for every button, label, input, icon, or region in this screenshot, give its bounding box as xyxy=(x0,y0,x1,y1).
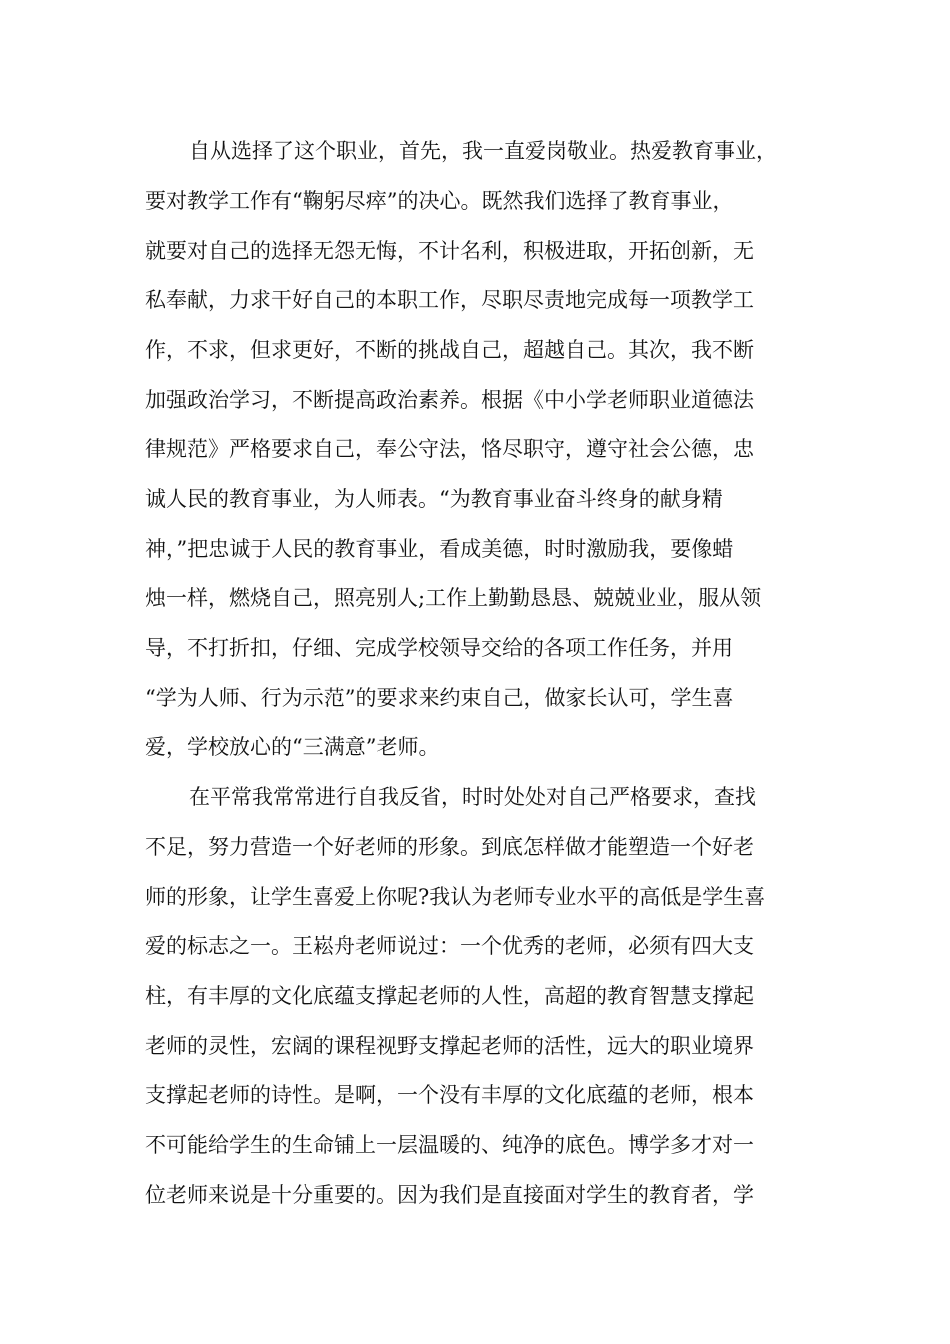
paragraph-line: 作，不求，但求更好，不断的挑战自己，超越自己。其次，我不断 xyxy=(145,338,754,362)
paragraph-line: 位老师来说是十分重要的。因为我们是直接面对学生的教育者，学 xyxy=(145,1183,754,1207)
paragraph-line: 诚人民的教育事业，为人师表。“为教育事业奋斗终身的献身精 xyxy=(145,487,723,511)
paragraph-line: 神，”把忠诚于人民的教育事业，看成美德，时时激励我，要像蜡 xyxy=(145,537,734,561)
paragraph-line: 支撑起老师的诗性。是啊，一个没有丰厚的文化底蕴的老师，根本 xyxy=(145,1083,754,1107)
paragraph-line: 师的形象，让学生喜爱上你呢?我认为老师专业水平的高低是学生喜 xyxy=(145,885,766,909)
paragraph-line: 爱的标志之一。王崧舟老师说过：一个优秀的老师，必须有四大支 xyxy=(145,934,754,958)
paragraph-line: “学为人师、行为示范”的要求来约束自己，做家长认可，学生喜 xyxy=(145,686,734,710)
paragraph-line: 不足，努力营造一个好老师的形象。到底怎样做才能塑造一个好老 xyxy=(145,835,754,859)
paragraph-line: 柱，有丰厚的文化底蕴支撑起老师的人性，高超的教育智慧支撑起 xyxy=(145,984,754,1008)
paragraph-line: 要对教学工作有“鞠躬尽瘁”的决心。既然我们选择了教育事业， xyxy=(145,189,734,213)
paragraph-line: 老师的灵性，宏阔的课程视野支撑起老师的活性，远大的职业境界 xyxy=(145,1034,754,1058)
paragraph-line: 就要对自己的选择无怨无悔，不计名利，积极进取，开拓创新，无 xyxy=(145,239,754,263)
paragraph-line: 自从选择了这个职业，首先，我一直爱岗敬业。热爱教育事业， xyxy=(189,139,777,163)
paragraph-line: 爱，学校放心的“三满意”老师。 xyxy=(145,735,440,759)
paragraph-line: 私奉献，力求干好自己的本职工作，尽职尽责地完成每一项教学工 xyxy=(145,288,754,312)
paragraph-line: 导，不打折扣，仔细、完成学校领导交给的各项工作任务，并用 xyxy=(145,636,733,660)
paragraph-line: 烛一样，燃烧自己，照亮别人;工作上勤勤恳恳、兢兢业业，服从领 xyxy=(145,586,762,610)
paragraph-line: 律规范》严格要求自己，奉公守法，恪尽职守，遵守社会公德，忠 xyxy=(145,437,754,461)
paragraph-line: 不可能给学生的生命铺上一层温暖的、纯净的底色。博学多才对一 xyxy=(145,1133,754,1157)
paragraph-line: 在平常我常常进行自我反省，时时处处对自己严格要求，查找 xyxy=(189,785,756,809)
paragraph-line: 加强政治学习，不断提高政治素养。根据《中小学老师职业道德法 xyxy=(145,388,754,412)
